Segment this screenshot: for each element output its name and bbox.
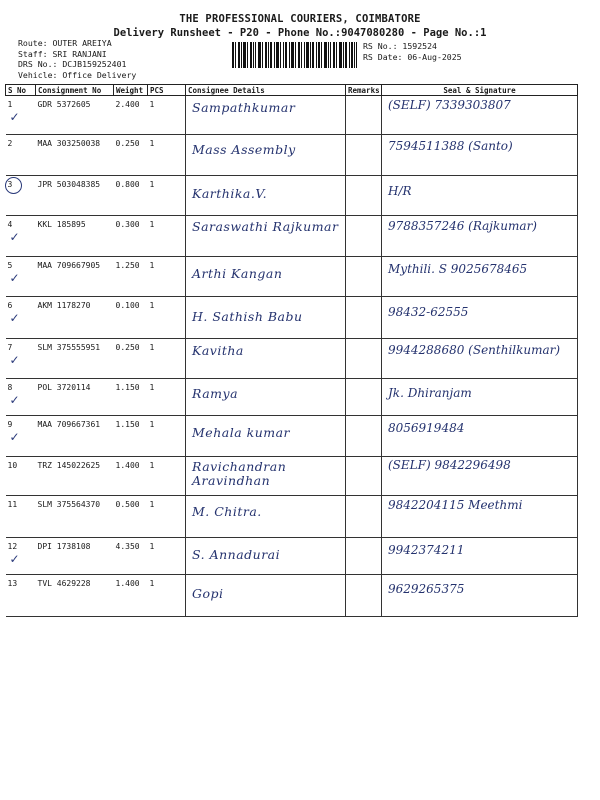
sno-cell <box>6 216 36 257</box>
serial-number: 1 <box>7 100 13 109</box>
checkmark-icon: ✓ <box>9 271 20 285</box>
remarks-cell <box>346 379 382 416</box>
checkmark-icon: ✓ <box>9 353 20 367</box>
serial-number: 8 <box>7 383 13 392</box>
consignment-cell: AKM 1178270 <box>36 297 114 339</box>
remarks-cell <box>346 538 382 575</box>
consignee-cell <box>186 135 346 176</box>
serial-number: 7 <box>7 343 13 352</box>
vehicle-label: Vehicle: Office Delivery <box>18 69 137 80</box>
consignee-handwriting: Karthika.V. <box>192 186 268 201</box>
runsheet-table <box>5 84 578 617</box>
pcs-cell: 1 <box>148 457 186 496</box>
consignee-cell <box>186 575 346 617</box>
consignee-handwriting: Kavitha <box>192 343 244 358</box>
serial-number: 5 <box>7 261 13 270</box>
pcs-cell: 1 <box>148 339 186 379</box>
serial-number: 12 <box>7 542 18 551</box>
consignee-handwriting: Saraswathi Rajkumar <box>192 219 339 234</box>
pcs-cell: 1 <box>148 176 186 216</box>
runsheet-subtitle: Delivery Runsheet - P20 - Phone No.:9047080280 - Page No.:1 <box>113 27 487 39</box>
table-row <box>6 496 578 538</box>
runsheet-meta-right <box>363 41 462 62</box>
sno-cell <box>6 379 36 416</box>
signature-handwriting: 8056919484 <box>388 421 465 435</box>
sno-cell <box>6 297 36 339</box>
table-row <box>6 257 578 297</box>
table-row <box>6 96 578 135</box>
consignee-cell <box>186 457 346 496</box>
remarks-cell <box>346 297 382 339</box>
weight-cell: 0.250 <box>114 135 148 176</box>
serial-number: 11 <box>7 500 18 509</box>
table-row <box>6 457 578 496</box>
pcs-cell: 1 <box>148 257 186 297</box>
signature-handwriting: Mythili. S 9025678465 <box>388 262 528 276</box>
consignee-cell <box>186 379 346 416</box>
weight-cell: 0.800 <box>114 176 148 216</box>
checkmark-icon: ✓ <box>9 110 20 124</box>
signature-handwriting: 98432-62555 <box>388 305 469 319</box>
consignment-cell: MAA 709667905 <box>36 257 114 297</box>
consignment-cell: GDR 5372605 <box>36 96 114 135</box>
col-weight-header: Weight <box>114 85 148 96</box>
signature-cell <box>382 379 578 416</box>
consignment-cell: SLM 375555951 <box>36 339 114 379</box>
signature-handwriting: 7594511388 (Santo) <box>388 139 513 153</box>
consignee-cell <box>186 416 346 457</box>
consignee-handwriting: S. Annadurai <box>192 547 281 562</box>
weight-cell: 1.250 <box>114 257 148 297</box>
sno-cell <box>6 257 36 297</box>
signature-handwriting: 9842204115 Meethmi <box>388 498 523 512</box>
sno-cell <box>6 538 36 575</box>
signature-handwriting: (SELF) 7339303807 <box>388 98 511 112</box>
signature-handwriting: 9944288680 (Senthilkumar) <box>388 343 561 357</box>
signature-handwriting: 9629265375 <box>388 582 465 596</box>
weight-cell: 1.150 <box>114 379 148 416</box>
signature-cell <box>382 96 578 135</box>
signature-cell <box>382 538 578 575</box>
serial-number: 6 <box>7 301 13 310</box>
col-sno-header: S No <box>6 85 36 96</box>
serial-number: 13 <box>7 579 18 588</box>
signature-cell <box>382 257 578 297</box>
pcs-cell: 1 <box>148 216 186 257</box>
weight-cell: 1.400 <box>114 457 148 496</box>
consignee-handwriting: Ramya <box>192 386 239 401</box>
weight-cell: 0.300 <box>114 216 148 257</box>
consignee-handwriting: Arthi Kangan <box>192 266 283 281</box>
table-row <box>6 216 578 257</box>
consignee-cell <box>186 216 346 257</box>
table-header <box>6 85 578 96</box>
circle-mark <box>5 177 22 194</box>
pcs-cell: 1 <box>148 496 186 538</box>
signature-handwriting: (SELF) 9842296498 <box>388 458 511 472</box>
consignee-handwriting: Mehala kumar <box>192 425 291 440</box>
weight-cell: 0.100 <box>114 297 148 339</box>
consignment-cell: TVL 4629228 <box>36 575 114 617</box>
checkmark-icon: ✓ <box>9 430 20 444</box>
col-pcs-header: PCS <box>148 85 186 96</box>
consignment-cell: MAA 709667361 <box>36 416 114 457</box>
serial-number: 4 <box>7 220 13 229</box>
sno-cell <box>6 135 36 176</box>
rs-date-label: RS Date: 06-Aug-2025 <box>363 51 462 62</box>
sno-cell <box>6 457 36 496</box>
pcs-cell: 1 <box>148 297 186 339</box>
consignment-cell: TRZ 145022625 <box>36 457 114 496</box>
sno-cell <box>6 96 36 135</box>
weight-cell: 4.350 <box>114 538 148 575</box>
signature-handwriting: H/R <box>388 184 412 198</box>
runsheet-meta-left <box>18 38 136 80</box>
consignee-cell <box>186 339 346 379</box>
weight-cell: 1.150 <box>114 416 148 457</box>
consignee-cell <box>186 96 346 135</box>
checkmark-icon: ✓ <box>9 393 20 407</box>
signature-handwriting: 9788357246 (Rajkumar) <box>388 219 537 233</box>
table-row <box>6 416 578 457</box>
consignee-handwriting: Gopi <box>192 586 224 601</box>
serial-number: 9 <box>7 420 13 429</box>
consignment-cell: POL 3720114 <box>36 379 114 416</box>
weight-cell: 2.400 <box>114 96 148 135</box>
consignee-cell <box>186 297 346 339</box>
serial-number: 3 <box>7 180 13 189</box>
signature-handwriting: Jk. Dhiranjam <box>388 386 472 400</box>
table-body <box>6 96 578 617</box>
pcs-cell: 1 <box>148 135 186 176</box>
remarks-cell <box>346 135 382 176</box>
table-row <box>6 575 578 617</box>
signature-cell <box>382 575 578 617</box>
col-consignee-header: Consignee Details <box>186 85 346 96</box>
remarks-cell <box>346 339 382 379</box>
col-signature-header: Seal & Signature <box>382 85 578 96</box>
remarks-cell <box>346 575 382 617</box>
consignment-cell: MAA 303250038 <box>36 135 114 176</box>
consignee-cell <box>186 257 346 297</box>
pcs-cell: 1 <box>148 538 186 575</box>
weight-cell: 0.250 <box>114 339 148 379</box>
remarks-cell <box>346 416 382 457</box>
table-row <box>6 339 578 379</box>
col-consignment-header: Consignment No <box>36 85 114 96</box>
drs-label: DRS No.: DCJB159252401 <box>18 59 127 69</box>
consignment-cell: SLM 375564370 <box>36 496 114 538</box>
table-row <box>6 538 578 575</box>
sno-cell <box>6 416 36 457</box>
table-row <box>6 176 578 216</box>
barcode <box>232 42 357 68</box>
signature-cell <box>382 216 578 257</box>
remarks-cell <box>346 216 382 257</box>
checkmark-icon: ✓ <box>9 230 20 244</box>
checkmark-icon: ✓ <box>9 311 20 325</box>
sno-cell <box>6 575 36 617</box>
signature-cell <box>382 135 578 176</box>
serial-number: 10 <box>7 461 18 470</box>
weight-cell: 0.500 <box>114 496 148 538</box>
remarks-cell <box>346 496 382 538</box>
consignment-cell: DPI 1738108 <box>36 538 114 575</box>
pcs-cell: 1 <box>148 416 186 457</box>
signature-handwriting: 9942374211 <box>388 543 465 557</box>
consignment-cell: JPR 503048385 <box>36 176 114 216</box>
checkmark-icon: ✓ <box>9 552 20 566</box>
table-row <box>6 135 578 176</box>
sno-cell <box>6 496 36 538</box>
signature-cell <box>382 416 578 457</box>
remarks-cell <box>346 457 382 496</box>
weight-cell: 1.400 <box>114 575 148 617</box>
signature-cell <box>382 297 578 339</box>
signature-cell <box>382 339 578 379</box>
table-row <box>6 297 578 339</box>
consignee-cell <box>186 176 346 216</box>
consignment-cell: KKL 185895 <box>36 216 114 257</box>
pcs-cell: 1 <box>148 575 186 617</box>
signature-cell <box>382 496 578 538</box>
consignee-handwriting: H. Sathish Babu <box>192 309 303 324</box>
sno-cell <box>6 339 36 379</box>
serial-number: 2 <box>7 139 13 148</box>
sno-cell <box>6 176 36 216</box>
remarks-cell <box>346 176 382 216</box>
remarks-cell <box>346 257 382 297</box>
consignee-cell <box>186 496 346 538</box>
consignee-handwriting: Ravichandran Aravindhan <box>192 459 287 488</box>
consignee-cell <box>186 538 346 575</box>
route-label: Route: OUTER AREIYA <box>18 38 112 48</box>
signature-cell <box>382 176 578 216</box>
table-row <box>6 379 578 416</box>
pcs-cell: 1 <box>148 379 186 416</box>
staff-label: Staff: SRI RANJANI <box>18 48 107 59</box>
signature-cell <box>382 457 578 496</box>
consignee-handwriting: Mass Assembly <box>192 142 296 157</box>
rs-number-label: RS No.: 1592524 <box>363 41 437 51</box>
consignee-handwriting: M. Chitra. <box>192 504 262 519</box>
company-title: THE PROFESSIONAL COURIERS, COIMBATORE <box>179 13 421 25</box>
remarks-cell <box>346 96 382 135</box>
consignee-handwriting: Sampathkumar <box>192 100 296 115</box>
pcs-cell: 1 <box>148 96 186 135</box>
col-remarks-header: Remarks <box>346 85 382 96</box>
